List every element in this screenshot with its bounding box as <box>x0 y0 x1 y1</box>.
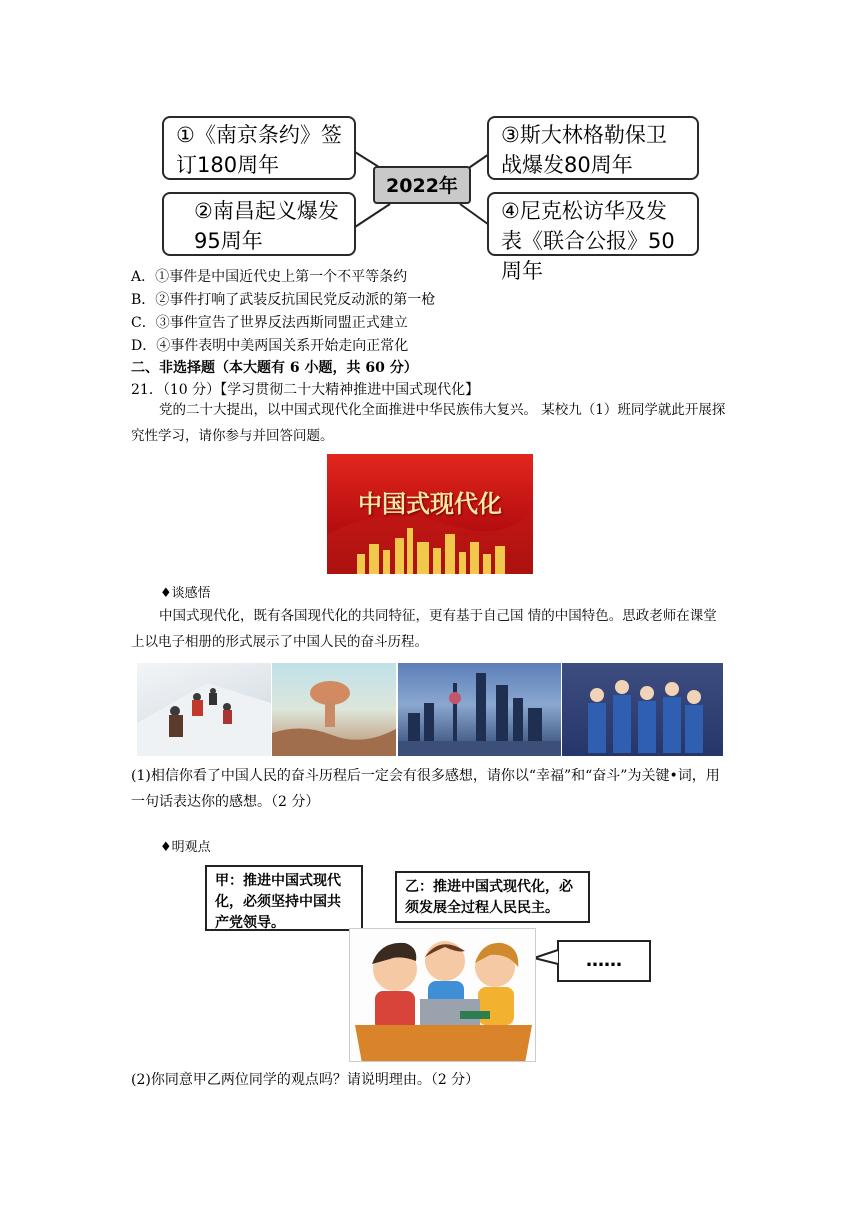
question-21-intro: 党的二十大提出，以中国式现代化全面推进中华民族伟大复兴。 某校九（1）班同学就此开展探究性学习，请你参与并回答问题。 <box>131 402 726 444</box>
question-1: (1)相信你看了中国人民的奋斗历程后一定会有很多感想，请你以“幸福”和“奋斗”为关键•词，用一句话表达你的感想。（2 分） <box>131 768 720 810</box>
cartoon-students-image <box>349 928 536 1062</box>
photo-mushroom-cloud <box>272 663 396 756</box>
question-2: (2)你同意甲乙两位同学的观点吗？请说明理由。（2 分） <box>131 1072 480 1088</box>
banner-title: 中国式现代化 <box>358 490 502 518</box>
part1-heading: ♦谈感悟 <box>160 586 211 601</box>
option-b: B．②事件打响了武装反抗国民党反动派的第一枪 <box>131 292 436 308</box>
speech-bubble-third: …… <box>557 940 651 982</box>
speech-bubble-jia: 甲：推进中国式现代化，必须坚持中国共产党领导。 <box>205 865 363 931</box>
section-heading: 二、非选择题（本大题有 6 小题，共 60 分） <box>131 360 418 376</box>
part1-text: 中国式现代化，既有各国现代化的共同特征，更有基于自己国 情的中国特色。思政老师在课堂上以电子相册的形式展示了中国人民的奋斗历程。 <box>131 608 717 650</box>
option-a: A．①事件是中国近代史上第一个不平等条约 <box>131 269 408 285</box>
option-c: C．③事件宣告了世界反法西斯同盟正式建立 <box>131 315 408 331</box>
question-21-title: 21．（10 分）【学习贯彻二十大精神推进中国式现代化】 <box>131 382 480 398</box>
speech-bubble-yi: 乙：推进中国式现代化，必须发展全过程人民民主。 <box>395 871 590 923</box>
diagram-item-2: ②南昌起义爆发95周年 <box>162 192 356 256</box>
photo-astronauts <box>562 663 723 756</box>
option-d: D．④事件表明中美两国关系开始走向正常化 <box>131 338 409 354</box>
diagram-item-4: ④尼克松访华及发表《联合公报》50周年 <box>487 192 699 256</box>
part2-heading: ♦明观点 <box>160 840 211 855</box>
diagram-item-3: ③斯大林格勒保卫战爆发80周年 <box>487 116 699 180</box>
diagram-center: 2022年 <box>373 166 471 204</box>
banner-image <box>327 454 533 574</box>
photo-climbers <box>137 663 271 756</box>
diagram-item-1: ①《南京条约》签订180周年 <box>162 116 356 180</box>
photo-shanghai-skyline <box>398 663 561 756</box>
